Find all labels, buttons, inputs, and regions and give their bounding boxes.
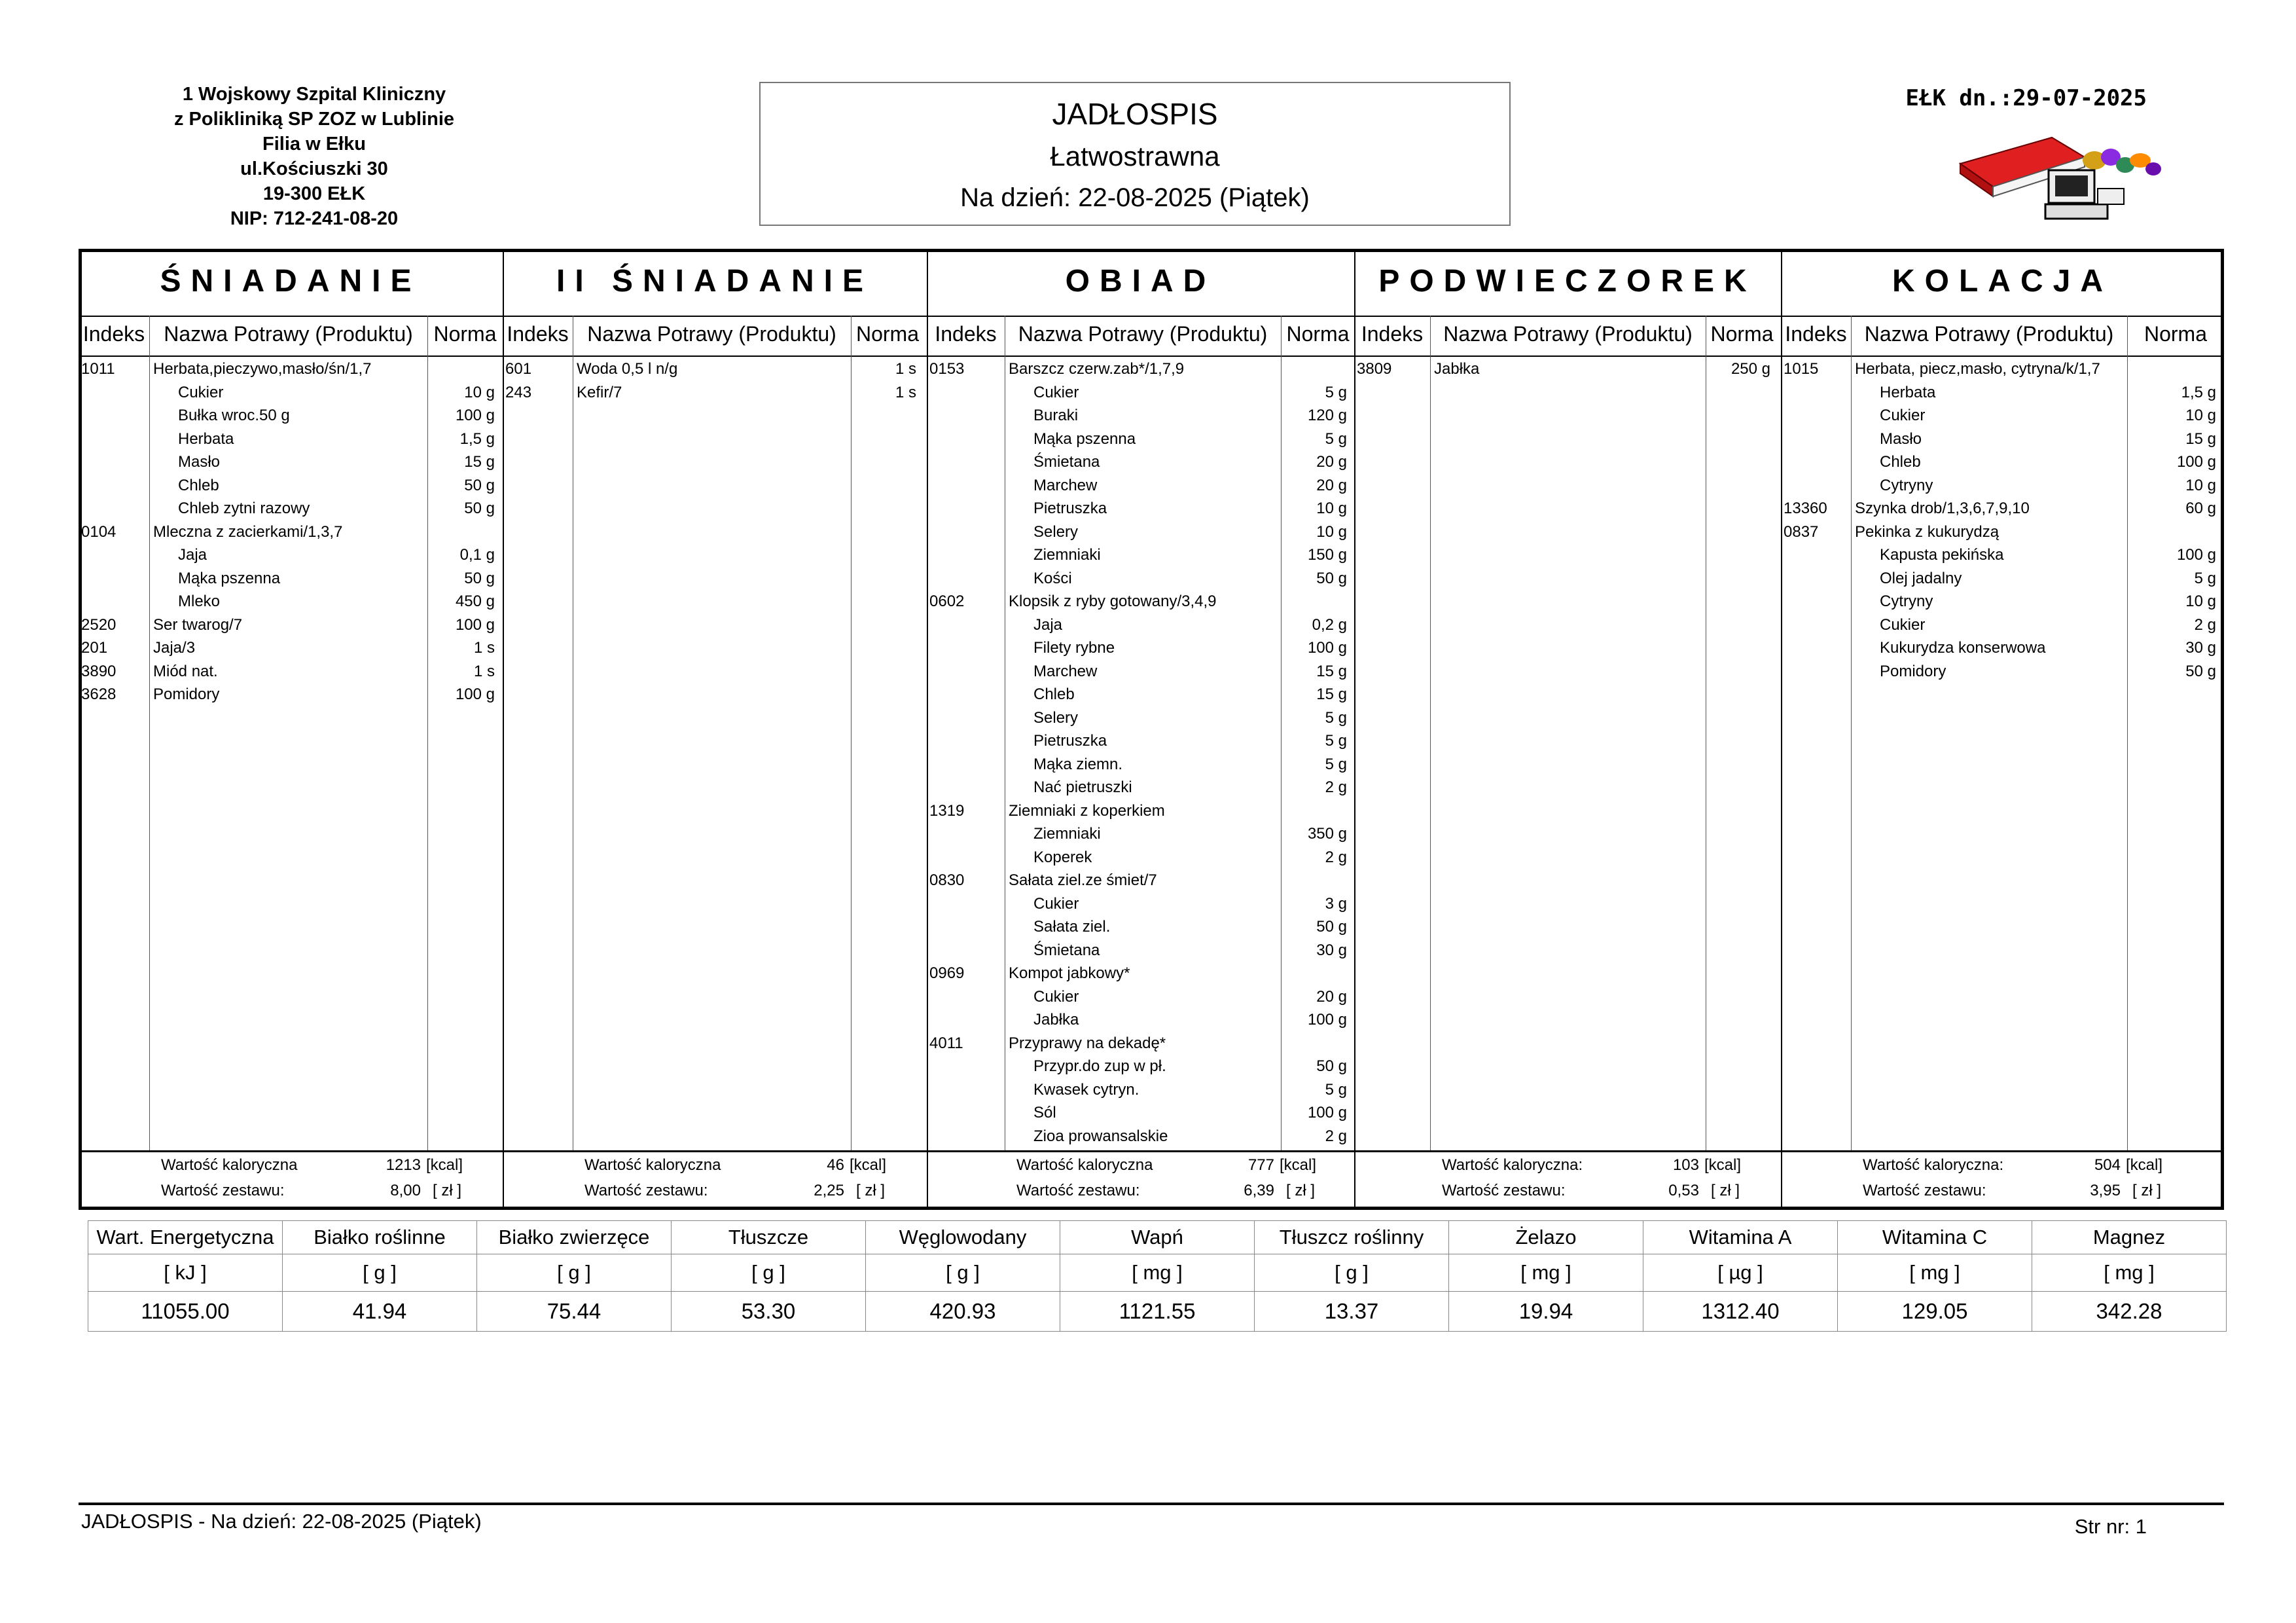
kcal-value: 46 [827, 1156, 844, 1174]
kcal-label: Wartość kaloryczna: [1442, 1156, 1583, 1174]
cost-label: Wartość zestawu: [161, 1182, 285, 1199]
nutrient-value: 1121.55 [1060, 1292, 1255, 1332]
item-norm: 30 g [2185, 639, 2216, 657]
item-name: Cukier [178, 383, 224, 401]
item-norm: 10 g [2185, 593, 2216, 610]
nutrient-value: 75.44 [477, 1292, 672, 1332]
kcal-label: Wartość kaloryczna [1016, 1156, 1153, 1174]
title-box [759, 82, 1511, 226]
item-norm: 15 g [1316, 685, 1347, 703]
column-rule [851, 316, 852, 1150]
item-name: Olej jadalny [1880, 569, 1962, 587]
item-name: Chleb [1880, 453, 1921, 471]
nutrient-unit: [ µg ] [1643, 1254, 1838, 1292]
nutrition-table [88, 1220, 2227, 1332]
nutrition-row-values [88, 1292, 2227, 1332]
kcal-value: 504 [2094, 1156, 2121, 1174]
nutrient-unit: [ g ] [866, 1254, 1060, 1292]
kcal-label: Wartość kaloryczna: [1863, 1156, 2004, 1174]
item-norm: 120 g [1307, 407, 1347, 424]
meal-title-2: OBIAD [1065, 264, 1216, 299]
col-index-header: Indeks [935, 322, 997, 346]
item-name: Koperek [1033, 848, 1092, 866]
col-norm-header: Norma [855, 322, 919, 346]
item-name: Kwasek cytryn. [1033, 1080, 1139, 1099]
item-name: Pietruszka [1033, 732, 1107, 750]
column-rule [1430, 316, 1431, 1150]
item-norm: 100 g [455, 685, 495, 703]
nutrient-value: 129.05 [1838, 1292, 2032, 1332]
item-name: Przyprawy na dekadę* [1009, 1034, 1166, 1052]
item-norm: 50 g [2185, 662, 2216, 680]
item-norm: 1 s [895, 383, 916, 401]
item-norm: 250 g [1731, 360, 1770, 378]
kcal-unit: [kcal] [2126, 1156, 2163, 1174]
cost-value: 2,25 [814, 1182, 844, 1199]
item-index: 4011 [929, 1034, 963, 1052]
cost-unit: [ zł ] [2132, 1182, 2162, 1199]
cost-unit: [ zł ] [1711, 1182, 1740, 1199]
item-name: Jaja/3 [153, 639, 196, 657]
nutrient-value: 53.30 [672, 1292, 866, 1332]
item-norm: 100 g [2176, 546, 2216, 564]
meal-separator [1354, 249, 1355, 1210]
item-index: 0969 [929, 964, 965, 982]
item-name: Marchew [1033, 476, 1098, 494]
item-norm: 50 g [464, 476, 495, 494]
item-name: Cukier [1880, 407, 1926, 424]
col-name-header: Nazwa Potrawy (Produktu) [1864, 322, 2114, 346]
item-norm: 10 g [1316, 522, 1347, 541]
title-row-rule [79, 316, 2224, 317]
item-norm: 5 g [1325, 429, 1347, 448]
nutrient-header: Wapń [1060, 1221, 1255, 1254]
item-norm: 60 g [2185, 500, 2216, 517]
item-name: Barszcz czerw.zab*/1,7,9 [1009, 360, 1185, 378]
meal-title-0: ŚNIADANIE [160, 264, 422, 299]
nutrient-unit: [ mg ] [2032, 1254, 2227, 1292]
col-name-header: Nazwa Potrawy (Produktu) [164, 322, 413, 346]
column-rule [1851, 316, 1852, 1150]
nutrient-value: 19.94 [1449, 1292, 1643, 1332]
col-name-header: Nazwa Potrawy (Produktu) [1443, 322, 1693, 346]
nutrient-header: Tłuszcz roślinny [1255, 1221, 1449, 1254]
item-norm: 15 g [2185, 429, 2216, 448]
item-index: 13360 [1784, 500, 1827, 517]
item-norm: 10 g [1316, 500, 1347, 517]
nutrient-unit: [ g ] [672, 1254, 866, 1292]
item-name: Przypr.do zup w pł. [1033, 1057, 1166, 1075]
item-index: 0837 [1784, 522, 1819, 541]
item-name: Klopsik z ryby gotowany/3,4,9 [1009, 593, 1217, 610]
item-norm: 450 g [455, 593, 495, 610]
nutrient-unit: [ kJ ] [88, 1254, 283, 1292]
item-norm: 100 g [1307, 639, 1347, 657]
item-norm: 2 g [1325, 778, 1347, 796]
nutrient-value: 1312.40 [1643, 1292, 1838, 1332]
item-name: Pekinka z kukurydzą [1855, 522, 2000, 541]
meal-separator [927, 249, 928, 1210]
nutrient-value: 420.93 [866, 1292, 1060, 1332]
item-norm: 1,5 g [2181, 383, 2216, 401]
item-name: Sól [1033, 1104, 1056, 1122]
column-rule [149, 316, 150, 1150]
institution-line: z Polikliniką SP ZOZ w Lublinie [173, 109, 455, 130]
item-norm: 20 g [1316, 476, 1347, 494]
item-name: Selery [1033, 708, 1079, 727]
kcal-label: Wartość kaloryczna [161, 1156, 298, 1174]
kcal-value: 777 [1247, 1156, 1274, 1174]
meal-title-4: KOLACJA [1892, 264, 2113, 299]
col-norm-header: Norma [433, 322, 497, 346]
item-norm: 50 g [464, 500, 495, 517]
col-norm-header: Norma [1286, 322, 1350, 346]
cost-unit: [ zł ] [1286, 1182, 1316, 1199]
item-norm: 10 g [2185, 407, 2216, 424]
item-index: 243 [505, 383, 532, 401]
item-name: Chleb [178, 476, 219, 494]
item-name: Buraki [1033, 407, 1079, 424]
item-name: Mąka ziemn. [1033, 755, 1123, 773]
item-name: Miód nat. [153, 662, 218, 680]
kcal-unit: [kcal] [426, 1156, 463, 1174]
institution-street: ul.Kościuszki 30 [240, 158, 388, 179]
nutrient-value: 41.94 [283, 1292, 477, 1332]
item-norm: 50 g [464, 569, 495, 587]
kcal-value: 1213 [386, 1156, 421, 1174]
item-name: Cukier [1033, 894, 1079, 913]
nutrient-header: Magnez [2032, 1221, 2227, 1254]
item-norm: 5 g [1325, 732, 1347, 750]
item-norm: 5 g [1325, 708, 1347, 727]
item-norm: 50 g [1316, 1057, 1347, 1075]
item-name: Herbata, piecz,masło, cytryna/k/1,7 [1855, 360, 2100, 378]
item-name: Kapusta pekińska [1880, 546, 2004, 564]
item-norm: 0,1 g [459, 546, 495, 564]
item-name: Filety rybne [1033, 639, 1115, 657]
item-norm: 150 g [1307, 546, 1347, 564]
item-name: Masło [1880, 429, 1922, 448]
item-norm: 1 s [473, 662, 495, 680]
item-norm: 20 g [1316, 987, 1347, 1006]
item-name: Śmietana [1033, 453, 1100, 471]
kcal-unit: [kcal] [1704, 1156, 1742, 1174]
meal-separator [1781, 249, 1782, 1210]
item-name: Cytryny [1880, 476, 1933, 494]
item-index: 1319 [929, 801, 965, 820]
item-index: 3628 [81, 685, 117, 703]
item-name: Zioa prowansalskie [1033, 1127, 1168, 1145]
item-index: 1011 [81, 360, 115, 378]
item-norm: 5 g [1325, 755, 1347, 773]
cost-unit: [ zł ] [433, 1182, 462, 1199]
nutrient-value: 11055.00 [88, 1292, 283, 1332]
meal-title-1: II ŚNIADANIE [556, 264, 874, 299]
item-name: Marchew [1033, 662, 1098, 680]
item-name: Cukier [1880, 615, 1926, 634]
item-name: Mleko [178, 593, 221, 610]
institution-branch: Filia w Ełku [262, 134, 366, 155]
item-name: Herbata [178, 429, 234, 448]
item-name: Jabłka [1033, 1011, 1079, 1029]
col-name-header: Nazwa Potrawy (Produktu) [587, 322, 836, 346]
item-name: Mleczna z zacierkami/1,3,7 [153, 522, 343, 541]
item-name: Pietruszka [1033, 500, 1107, 517]
nutrient-header: Witamina C [1838, 1221, 2032, 1254]
meal-separator [503, 249, 504, 1210]
cost-value: 6,39 [1244, 1182, 1274, 1199]
nutrient-unit: [ g ] [477, 1254, 672, 1292]
item-name: Szynka drob/1,3,6,7,9,10 [1855, 500, 2030, 517]
col-index-header: Indeks [507, 322, 569, 346]
diet-name: Łatwostrawna [1050, 141, 1220, 172]
col-norm-header: Norma [1710, 322, 1774, 346]
item-norm: 100 g [1307, 1104, 1347, 1122]
item-name: Cukier [1033, 987, 1079, 1006]
item-name: Cukier [1033, 383, 1079, 401]
item-norm: 5 g [1325, 1080, 1347, 1099]
nutrient-unit: [ mg ] [1838, 1254, 2032, 1292]
item-name: Masło [178, 453, 221, 471]
cost-unit: [ zł ] [856, 1182, 886, 1199]
meal-title-3: PODWIECZOREK [1378, 264, 1757, 299]
nutrient-unit: [ mg ] [1449, 1254, 1643, 1292]
header-row-rule [79, 356, 2224, 357]
item-name: Kompot jabkowy* [1009, 964, 1130, 982]
book-computer-logo-icon [1954, 131, 2176, 229]
item-norm: 30 g [1316, 941, 1347, 959]
nutrient-unit: [ mg ] [1060, 1254, 1255, 1292]
menu-date: Na dzień: 22-08-2025 (Piątek) [960, 183, 1310, 212]
cost-value: 8,00 [390, 1182, 421, 1199]
item-norm: 100 g [2176, 453, 2216, 471]
cost-value: 0,53 [1668, 1182, 1699, 1199]
item-index: 0104 [81, 522, 117, 541]
item-name: Kości [1033, 569, 1072, 587]
kcal-label: Wartość kaloryczna [584, 1156, 721, 1174]
nutrition-row-headers [88, 1221, 2227, 1254]
item-name: Pomidory [1880, 662, 1946, 680]
item-norm: 20 g [1316, 453, 1347, 471]
item-index: 0602 [929, 593, 965, 610]
page-number: Str nr: 1 [2074, 1515, 2147, 1538]
item-index: 0830 [929, 871, 965, 889]
nutrient-value: 13.37 [1255, 1292, 1449, 1332]
item-norm: 2 g [1325, 848, 1347, 866]
institution-name: 1 Wojskowy Szpital Kliniczny [182, 84, 446, 105]
item-name: Nać pietruszki [1033, 778, 1132, 796]
item-norm: 15 g [464, 453, 495, 471]
item-norm: 0,2 g [1312, 615, 1347, 634]
item-norm: 100 g [455, 407, 495, 424]
col-name-header: Nazwa Potrawy (Produktu) [1018, 322, 1268, 346]
col-index-header: Indeks [1785, 322, 1847, 346]
item-name: Ser twarog/7 [153, 615, 243, 634]
item-index: 3809 [1357, 360, 1392, 378]
item-norm: 100 g [1307, 1011, 1347, 1029]
cost-label: Wartość zestawu: [1863, 1182, 1986, 1199]
item-name: Chleb zytni razowy [178, 500, 310, 517]
item-norm: 2 g [2194, 615, 2216, 634]
cost-label: Wartość zestawu: [1442, 1182, 1566, 1199]
cost-label: Wartość zestawu: [584, 1182, 708, 1199]
item-name: Bułka wroc.50 g [178, 407, 290, 424]
item-norm: 10 g [464, 383, 495, 401]
item-name: Jaja [1033, 615, 1063, 634]
nutrient-header: Wart. Energetyczna [88, 1221, 283, 1254]
item-name: Mąka pszenna [1033, 429, 1136, 448]
item-norm: 50 g [1316, 918, 1347, 936]
item-norm: 350 g [1307, 825, 1347, 843]
document-title: JADŁOSPIS [1052, 97, 1218, 131]
nutrient-header: Tłuszcze [672, 1221, 866, 1254]
item-name: Chleb [1033, 685, 1075, 703]
col-norm-header: Norma [2144, 322, 2207, 346]
item-norm: 100 g [455, 615, 495, 634]
institution-city: 19-300 EŁK [262, 183, 366, 204]
item-norm: 1 s [895, 360, 916, 378]
nutrient-header: Białko roślinne [283, 1221, 477, 1254]
item-name: Jaja [178, 546, 207, 564]
kcal-unit: [kcal] [850, 1156, 887, 1174]
nutrient-header: Żelazo [1449, 1221, 1643, 1254]
item-name: Kukurydza konserwowa [1880, 639, 2046, 657]
nutrient-value: 342.28 [2032, 1292, 2227, 1332]
item-name: Selery [1033, 522, 1079, 541]
item-index: 601 [505, 360, 532, 378]
item-index: 0153 [929, 360, 965, 378]
col-index-header: Indeks [1361, 322, 1424, 346]
issue-date: EŁK dn.:29-07-2025 [1905, 85, 2147, 111]
nutrient-header: Białko zwierzęce [477, 1221, 672, 1254]
footer-rule [79, 1503, 2224, 1505]
item-norm: 50 g [1316, 569, 1347, 587]
cost-label: Wartość zestawu: [1016, 1182, 1140, 1199]
nutrition-row-units [88, 1254, 2227, 1292]
kcal-unit: [kcal] [1280, 1156, 1317, 1174]
item-norm: 2 g [1325, 1127, 1347, 1145]
item-index: 1015 [1784, 360, 1819, 378]
item-name: Herbata [1880, 383, 1936, 401]
item-name: Jabłka [1434, 360, 1480, 378]
item-name: Śmietana [1033, 941, 1100, 959]
item-name: Cytryny [1880, 593, 1933, 610]
nutrient-header: Węglowodany [866, 1221, 1060, 1254]
institution-block [137, 82, 491, 231]
nutrient-unit: [ g ] [1255, 1254, 1449, 1292]
institution-nip: NIP: 712-241-08-20 [230, 208, 399, 229]
item-norm: 1 s [473, 639, 495, 657]
summary-rule [79, 1150, 2224, 1152]
item-index: 3890 [81, 662, 117, 680]
item-norm: 10 g [2185, 476, 2216, 494]
item-norm: 5 g [1325, 383, 1347, 401]
kcal-value: 103 [1672, 1156, 1699, 1174]
item-index: 201 [81, 639, 108, 657]
item-name: Ziemniaki z koperkiem [1009, 801, 1165, 820]
col-index-header: Indeks [82, 322, 145, 346]
item-norm: 15 g [1316, 662, 1347, 680]
item-name: Woda 0,5 l n/g [577, 360, 678, 378]
footer-title: JADŁOSPIS - Na dzień: 22-08-2025 (Piątek) [81, 1510, 482, 1533]
item-name: Pomidory [153, 685, 220, 703]
nutrient-unit: [ g ] [283, 1254, 477, 1292]
cost-value: 3,95 [2090, 1182, 2121, 1199]
item-name: Ziemniaki [1033, 546, 1101, 564]
item-index: 2520 [81, 615, 117, 634]
item-norm: 1,5 g [459, 429, 495, 448]
item-norm: 3 g [1325, 894, 1347, 913]
item-name: Sałata ziel.ze śmiet/7 [1009, 871, 1157, 889]
item-name: Herbata,pieczywo,masło/śn/1,7 [153, 360, 372, 378]
item-name: Ziemniaki [1033, 825, 1101, 843]
item-name: Sałata ziel. [1033, 918, 1111, 936]
item-name: Kefir/7 [577, 383, 622, 401]
nutrient-header: Witamina A [1643, 1221, 1838, 1254]
item-name: Mąka pszenna [178, 569, 281, 587]
item-norm: 5 g [2194, 569, 2216, 587]
